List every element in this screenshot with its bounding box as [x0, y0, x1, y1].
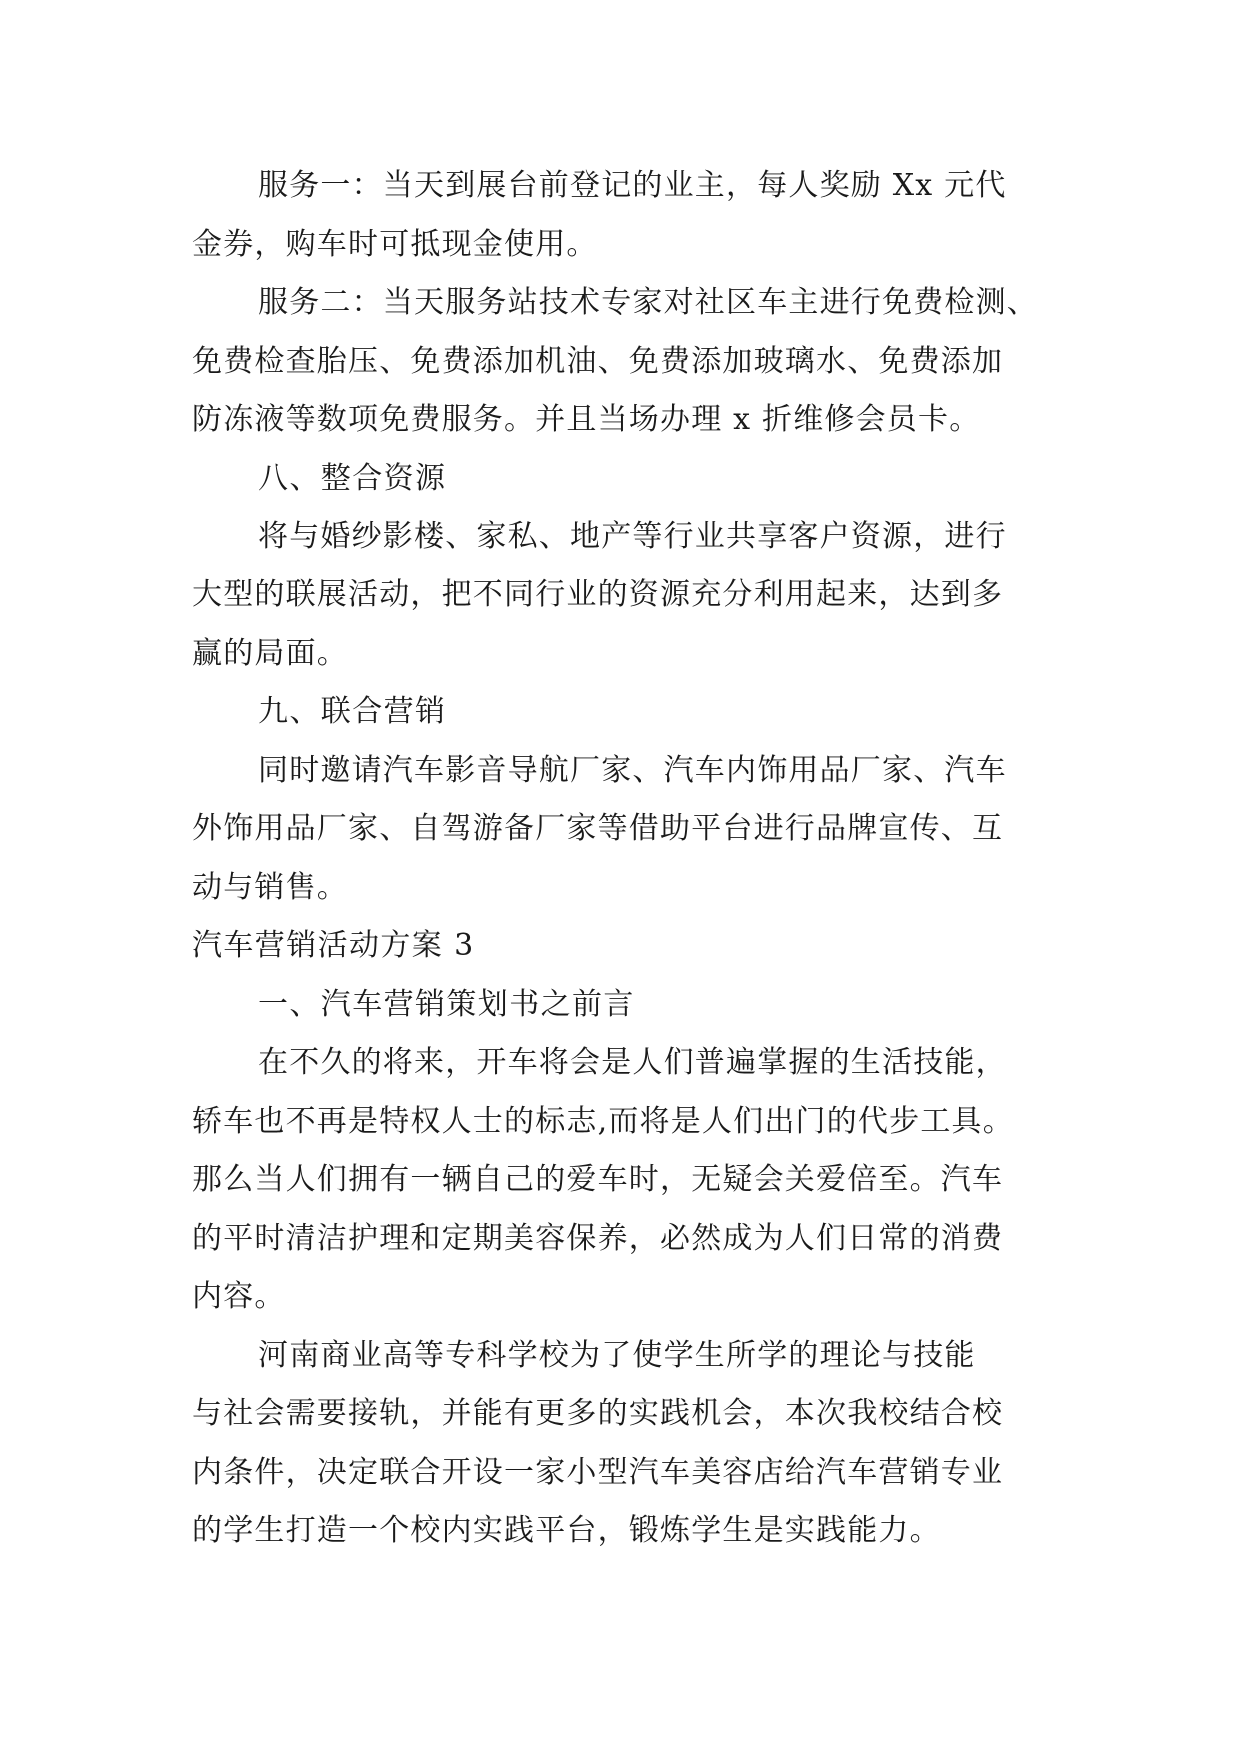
resources-line-3: 赢的局面。	[192, 636, 348, 671]
preface-line-3: 那么当人们拥有一辆自己的爱车时，无疑会关爱倍至。汽车	[192, 1162, 1004, 1197]
service-two-line-1: 服务二：当天服务站技术专家对社区车主进行免费检测、	[258, 285, 1038, 320]
service-one-line-2: 金券，购车时可抵现金使用。	[192, 227, 598, 262]
service-one-line-1: 服务一：当天到展台前登记的业主，每人奖励 Xx 元代	[258, 168, 1007, 203]
school-line-4: 的学生打造一个校内实践平台，锻炼学生是实践能力。	[192, 1513, 941, 1548]
service-two-line-3: 防冻液等数项免费服务。并且当场办理 x 折维修会员卡。	[192, 402, 981, 437]
service-two-line-2: 免费检查胎压、免费添加机油、免费添加玻璃水、免费添加	[192, 344, 1004, 379]
joint-marketing-line-2: 外饰用品厂家、自驾游备厂家等借助平台进行品牌宣传、互	[192, 811, 1004, 846]
resources-line-1: 将与婚纱影楼、家私、地产等行业共享客户资源，进行	[258, 519, 1007, 554]
section-heading-8: 八、整合资源	[258, 461, 447, 496]
preface-line-5: 内容。	[192, 1279, 286, 1314]
school-line-1: 河南商业高等专科学校为了使学生所学的理论与技能	[258, 1338, 976, 1373]
preface-line-1: 在不久的将来，开车将会是人们普遍掌握的生活技能，	[258, 1045, 1007, 1080]
preface-line-4: 的平时清洁护理和定期美容保养，必然成为人们日常的消费	[192, 1221, 1004, 1256]
joint-marketing-line-1: 同时邀请汽车影音导航厂家、汽车内饰用品厂家、汽车	[258, 753, 1007, 788]
resources-line-2: 大型的联展活动，把不同行业的资源充分利用起来，达到多	[192, 577, 1004, 612]
section-heading-1: 一、汽车营销策划书之前言	[258, 987, 635, 1022]
document-title: 汽车营销活动方案 3	[192, 928, 475, 963]
preface-line-2: 轿车也不再是特权人士的标志,而将是人们出门的代步工具。	[192, 1104, 1014, 1139]
joint-marketing-line-3: 动与销售。	[192, 870, 348, 905]
section-heading-9: 九、联合营销	[258, 694, 447, 729]
school-line-2: 与社会需要接轨，并能有更多的实践机会，本次我校结合校	[192, 1396, 1004, 1431]
school-line-3: 内条件，决定联合开设一家小型汽车美容店给汽车营销专业	[192, 1455, 1004, 1490]
